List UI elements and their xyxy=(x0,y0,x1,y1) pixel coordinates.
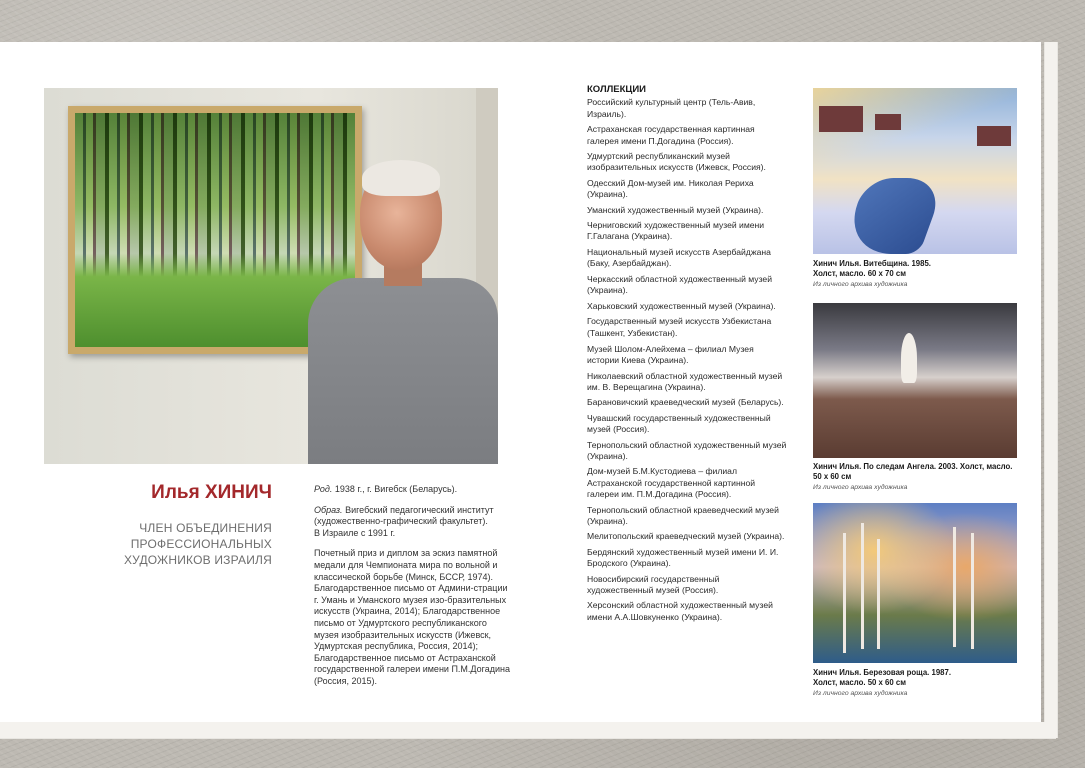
artwork-source: Из личного архива художника xyxy=(813,484,908,491)
collection-item: Чувашский государственный художественный музей (Россия). xyxy=(587,412,771,435)
collection-item: Тернопольский областной краеведческий музей (Украина). xyxy=(587,504,779,526)
artist-name: Илья ХИНИЧ xyxy=(151,482,272,503)
born-label: Род. xyxy=(314,484,333,494)
collection-item: Барановичский краеведческий музей (Беларусь). xyxy=(587,397,784,408)
education-label: Образ. xyxy=(314,504,343,515)
collection-item: Бердянский художественный музей имени И. И. Бродского (Украина). xyxy=(587,546,779,569)
page-edge xyxy=(1044,42,1058,738)
membership-line: ПРОФЕССИОНАЛЬНЫХ xyxy=(130,537,272,551)
born-text: 1938 г., г. Вигебск (Беларусь). xyxy=(332,484,458,494)
snow-road-shape xyxy=(839,178,947,254)
collection-item: Новосибирский государственный художественный музей (Россия). xyxy=(587,573,720,596)
membership-line: ЧЛЕН ОБЪЕДИНЕНИЯ xyxy=(139,521,272,535)
education-text: Вигебский педагогический институт (художественно-графический факультет). xyxy=(314,504,494,527)
bio-born xyxy=(314,484,514,496)
collection-item: Николаевский областной художественный музей им. В. Верещагина (Украина). xyxy=(587,370,783,392)
membership-text xyxy=(96,520,272,568)
collection-item: Государственный музей искусств Узбекистана xyxy=(587,315,772,326)
collection-item: Мелитопольский краеведческий музей (Украина). xyxy=(587,531,785,542)
bio-education xyxy=(314,505,514,540)
artwork-caption xyxy=(813,259,1023,278)
caption-line: Холст, масло. 60 х 70 см xyxy=(813,268,906,278)
collection-item: Уманский художественный музей (Украина). xyxy=(587,204,764,215)
artwork-source: Из личного архива художника xyxy=(813,281,908,288)
membership-line: ХУДОЖНИКОВ ИЗРАИЛЯ xyxy=(123,553,272,567)
artwork-caption xyxy=(813,668,1023,687)
artwork-caption xyxy=(813,462,1023,481)
artist-shirt xyxy=(308,278,498,464)
page-bottom-edge xyxy=(0,722,1056,739)
caption-line: Хинич Илья. Березовая роща. 1987. xyxy=(813,668,952,677)
collections-heading: КОЛЛЕКЦИИ xyxy=(587,84,647,95)
collection-item: Российский культурный центр (Тель-Авив, Израиль). xyxy=(587,97,756,119)
house-shape xyxy=(819,106,863,132)
collection-item: Черниговский художественный музей имени Г.Галагана (Украина). xyxy=(587,220,765,242)
birch-trunk-shape xyxy=(861,523,864,649)
artwork-birch-grove xyxy=(813,503,1017,663)
bio-awards: Почетный приз и диплом за эскиз памятной медали для Чемпионата мира по вольной и классической борьбе (Минск, БССР, 1974). Благодарственное письмо от Админи-страции г. Умань и Уманского музея изо-бразительных искусств (Украина, 2014); Благодарственное письмо от Удмуртского республиканского музея изобразительных искусств (Ижевск, Удмуртская республика, Россия, 2014); Благодарственное письмо от Астраханской государственной галереи имени П.М.Догадина (Россия, 2015). xyxy=(314,548,510,686)
artwork-angel xyxy=(813,303,1017,458)
artwork-source: Из личного архива художника xyxy=(813,690,908,697)
caption-line: Холст, масло. 50 х 60 см xyxy=(813,677,906,687)
collection-item: Тернопольский областной художественный музей (Украина). xyxy=(587,439,787,461)
collection-item: Астраханская государственная картинная галерея имени П.Догадина (Россия). xyxy=(587,124,755,146)
birch-trunk-shape xyxy=(953,527,956,647)
artist-figure xyxy=(308,166,498,464)
caption-line: 50 х 60 см xyxy=(813,471,852,481)
collection-item: Черкасский областной художественный музей (Украина). xyxy=(587,273,773,296)
israel-text: В Израиле с 1991 г. xyxy=(314,527,396,538)
artwork-vitebshchina xyxy=(813,88,1017,254)
caption-line: Хинич Илья. По следам Ангела. 2003. Холст, масло. xyxy=(813,462,1013,471)
caption-line: Хинич Илья. Витебщина. 1985. xyxy=(813,259,931,268)
collection-item: Дом-музей Б.М.Кустодиева – филиал Астраханской государственной картинной галереи им. П.М.Догадина (Россия). xyxy=(587,466,756,500)
collections-section xyxy=(587,84,787,627)
collection-item: Музей Шолом-Алейхема – филиал Музея истории Киева (Украина). xyxy=(587,343,754,366)
collection-item: Удмуртский республиканский музей изобразительных искусств (Ижевск, Россия). xyxy=(587,151,766,173)
house-shape xyxy=(875,114,901,130)
birch-trunk-shape xyxy=(877,539,880,649)
collection-item: (Ташкент, Узбекистан). xyxy=(587,328,678,339)
angel-figure-shape xyxy=(901,333,917,383)
birch-trunk-shape xyxy=(971,533,974,649)
birch-trunk-shape xyxy=(843,533,846,653)
collection-item: Харьковский художественный музей (Украина). xyxy=(587,300,776,311)
house-shape xyxy=(977,126,1011,146)
collection-item: Херсонский областной художественный музей имени А.А.Шовкуненко (Украина). xyxy=(587,600,773,622)
collection-item: Одесский Дом-музей им. Николая Рериха (Украина). xyxy=(587,177,754,200)
artist-bio xyxy=(314,484,514,697)
artist-hair xyxy=(362,160,440,196)
collection-item: Национальный музей искусств Азербайджана (Баку, Азербайджан). xyxy=(587,246,771,269)
artist-portrait-photo xyxy=(44,88,498,464)
